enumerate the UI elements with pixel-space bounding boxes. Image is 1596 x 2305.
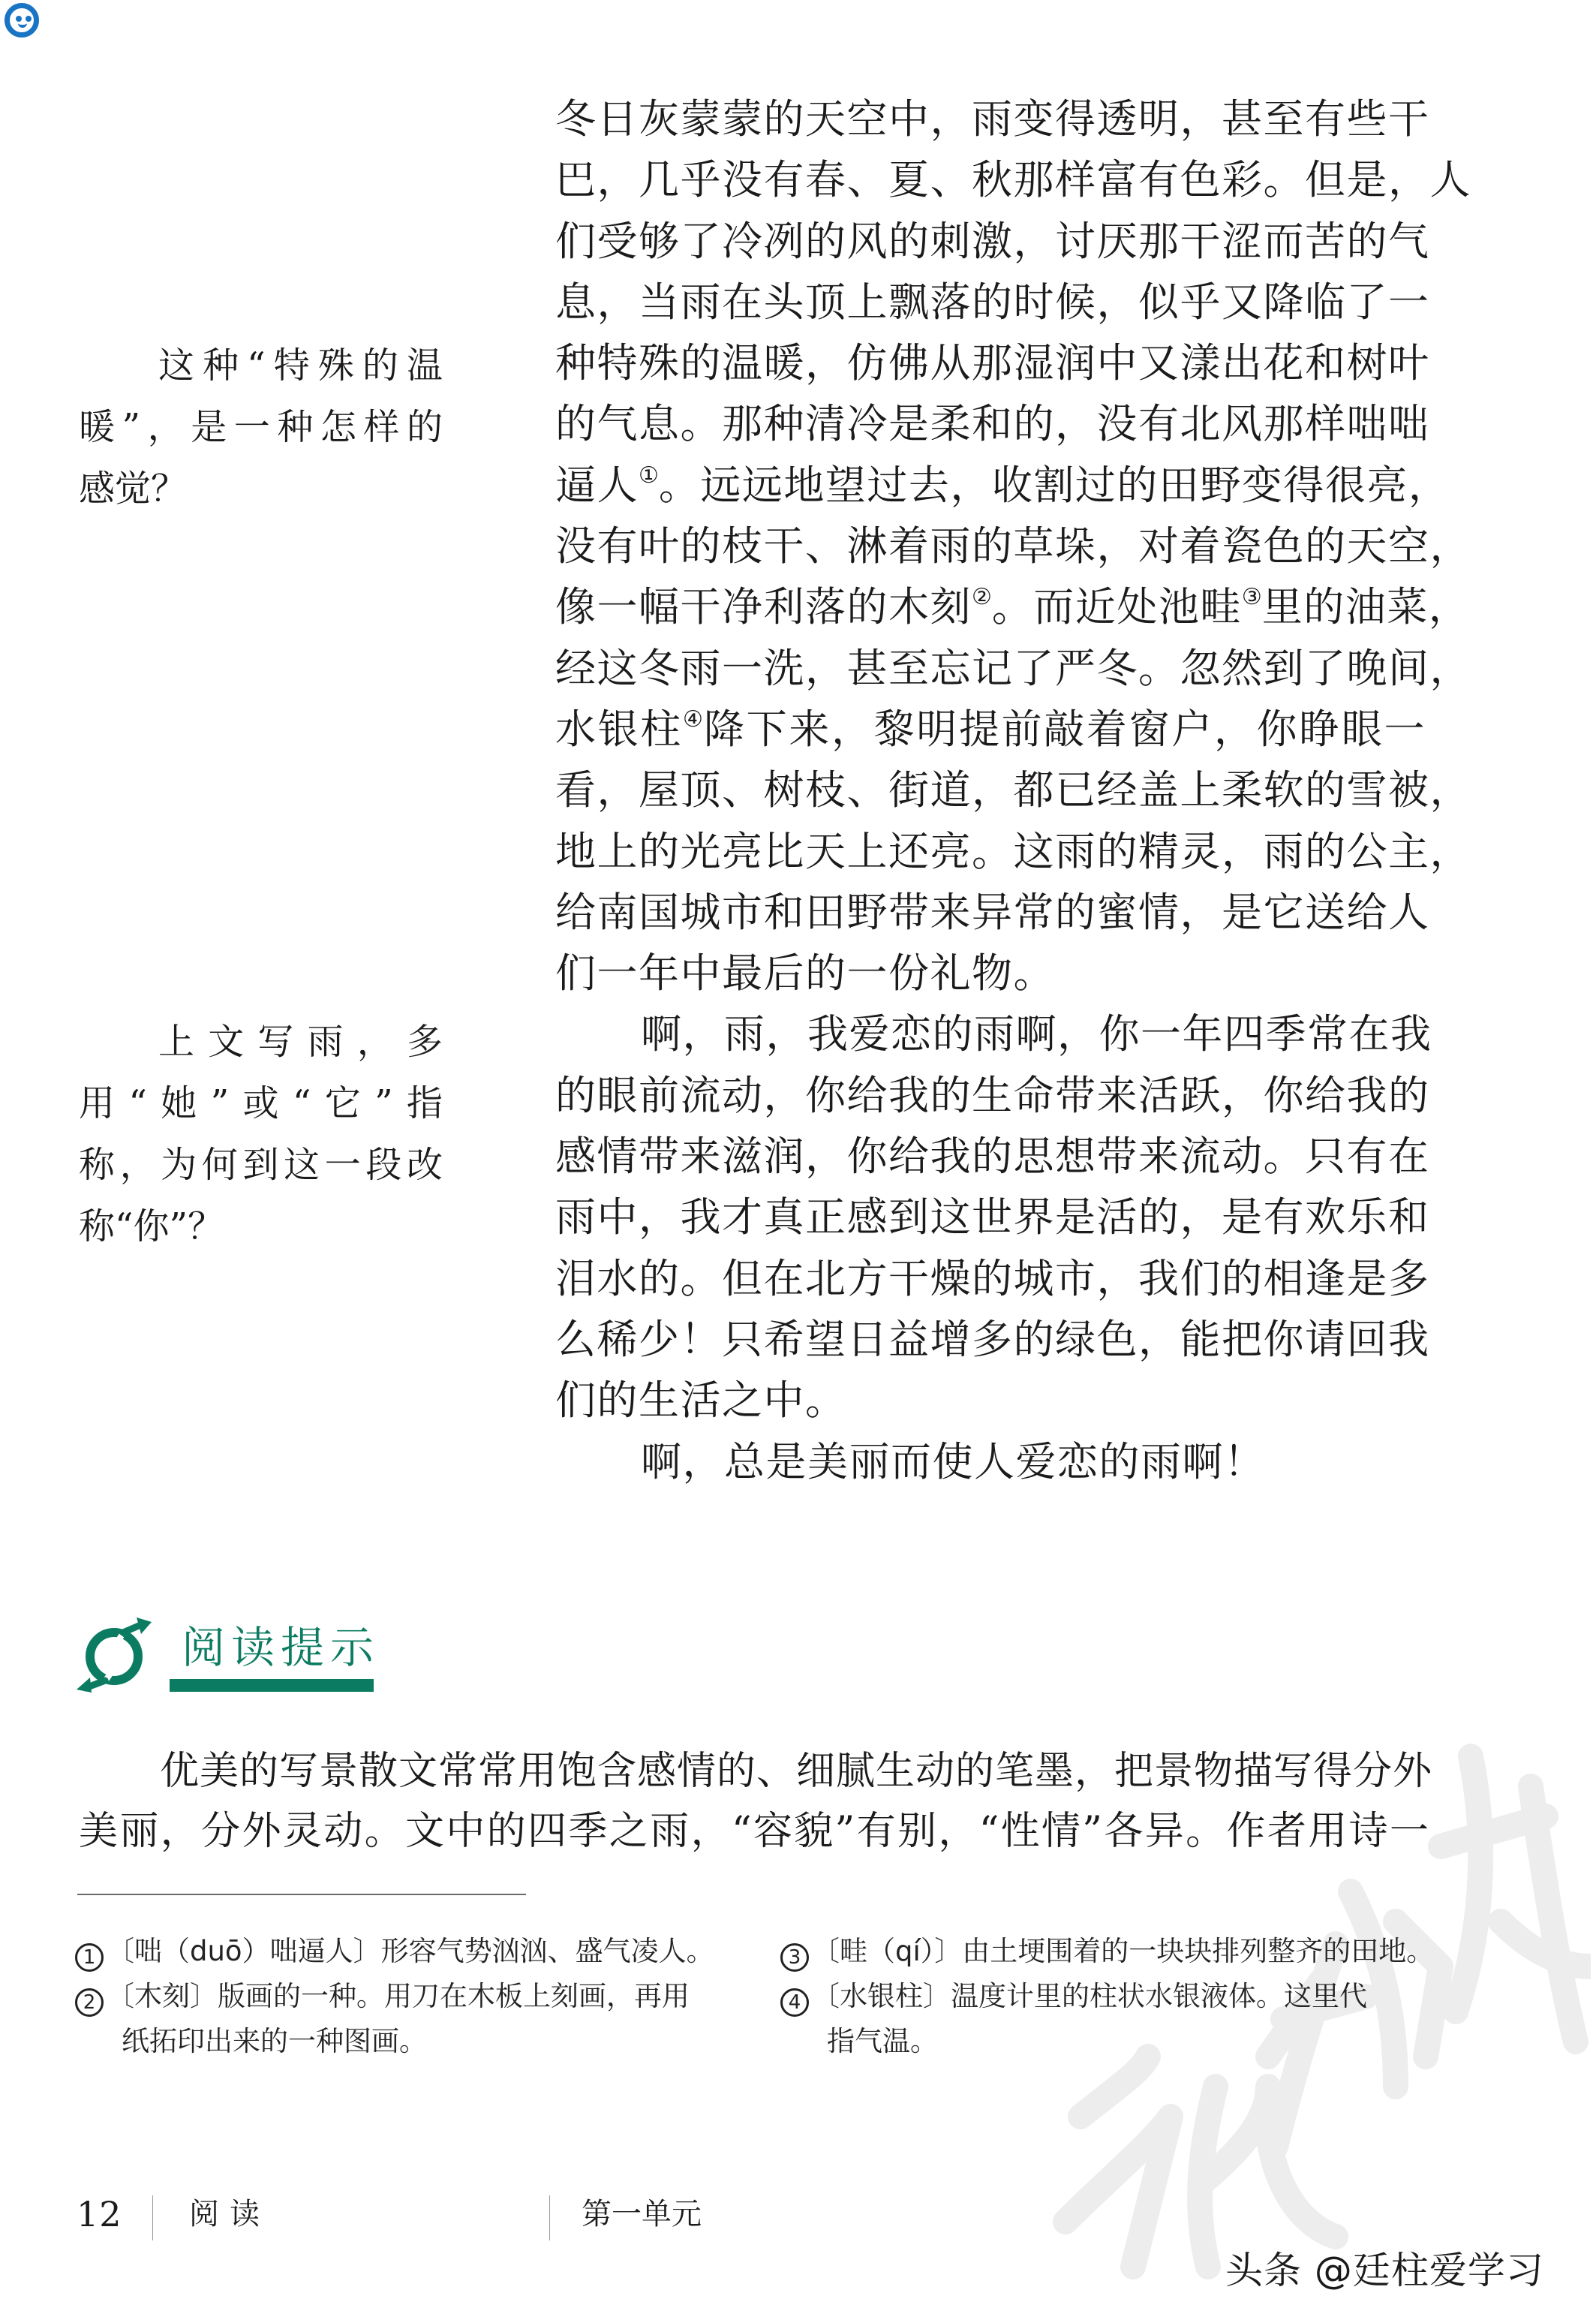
reading-tip-body — [79, 1741, 1433, 1861]
main-text-line: 巴，几乎没有春、夏、秋那样富有色彩。但是，人 — [555, 156, 1471, 204]
footnote-3 — [780, 1929, 1441, 1974]
main-text-line: 给南国城市和田野带来异常的蜜情，是它送给人 — [555, 888, 1430, 936]
smiley-mouth — [18, 23, 27, 28]
reading-tip-title: 阅读提示 — [182, 1622, 380, 1673]
footnote-number: 2 — [75, 1988, 104, 2017]
main-text-line — [555, 699, 1426, 760]
footnote-ref-2[interactable]: ② — [972, 584, 992, 611]
footnote-text: 〔木刻〕版画的一种。用刀在木板上刻画，再用 — [107, 1980, 690, 2012]
footnote-ref-3[interactable]: ③ — [1241, 584, 1262, 611]
main-text-line: 么稀少！只希望日益增多的绿色，能把你请回我 — [555, 1315, 1430, 1363]
page-number: 12 — [77, 2194, 122, 2234]
main-text-line: 啊，总是美丽而使人爱恋的雨啊！ — [641, 1437, 1266, 1485]
margin-note-line: 称“你”？ — [79, 1205, 224, 1247]
main-text-line — [555, 455, 1450, 516]
main-text-line: 啊，雨，我爱恋的雨啊，你一年四季常在我 — [641, 1010, 1432, 1058]
footnote-2 — [75, 1974, 735, 2019]
main-text-column — [555, 89, 1471, 1492]
main-text-line: 地上的光亮比天上还亮。这雨的精灵，雨的公主， — [555, 827, 1471, 875]
text-segment: 里的油菜， — [1261, 583, 1471, 631]
footnote-ref-4[interactable]: ④ — [682, 706, 705, 733]
reading-tip-underline — [170, 1679, 374, 1692]
footnote-1 — [75, 1929, 735, 1974]
source-watermark: 头条 @廷柱爱学习 — [1225, 2249, 1544, 2292]
footnote-ref-1[interactable]: ① — [639, 462, 659, 489]
footnote-text: 〔水银柱〕温度计里的柱状水银液体。这里代 — [812, 1980, 1367, 2012]
footer-divider — [152, 2195, 153, 2240]
margin-note-line: 称，为何到这一段改 — [79, 1144, 443, 1186]
reading-tip-line: 美丽，分外灵动。文中的四季之雨，“容貌”有别，“性情”各异。作者用诗一 — [79, 1809, 1429, 1854]
main-text-line: 们受够了冷冽的风的刺激，讨厌那干涩而苦的气 — [555, 217, 1430, 265]
margin-note-2 — [79, 1011, 443, 1257]
footnote-4-continued: 指气温。 — [827, 2025, 938, 2057]
main-text-line: 们的生活之中。 — [555, 1377, 847, 1425]
main-text-line: 们一年中最后的一份礼物。 — [555, 949, 1055, 998]
margin-note-line: 这种“特殊的温 — [158, 345, 443, 387]
text-segment: 降下来，黎明提前敲着窗户，你睁眼一 — [704, 705, 1426, 753]
footnote-text: 〔咄（duō）咄逼人〕形容气势汹汹、盛气凌人。 — [107, 1935, 714, 1967]
footnote-number: 3 — [780, 1943, 809, 1972]
main-text-line: 泪水的。但在北方干燥的城市，我们的相逢是多 — [555, 1254, 1430, 1302]
main-text-line: 息，当雨在头顶上飘落的时候，似乎又降临了一 — [555, 278, 1430, 326]
text-segment: 像一幅干净利落的木刻 — [555, 583, 972, 631]
footnote-number: 1 — [75, 1943, 104, 1972]
text-segment: 逼人 — [555, 461, 639, 509]
text-segment: 。而近处池畦 — [991, 583, 1242, 631]
text-segment: 水银柱 — [555, 705, 683, 753]
smiley-eye-right — [26, 16, 32, 22]
footnotes-right-column — [780, 1929, 1441, 2064]
margin-note-line: 暖”，是一种怎样的 — [79, 406, 443, 448]
reading-tip-line: 优美的写景散文常常用饱含感情的、细腻生动的笔墨，把景物描写得分外 — [160, 1749, 1433, 1794]
main-text-line: 雨中，我才真正感到这世界是活的，是有欢乐和 — [555, 1193, 1430, 1241]
main-text-line: 感情带来滋润，你给我的思想带来流动。只有在 — [555, 1133, 1430, 1181]
footer-divider — [549, 2195, 550, 2240]
main-text-line — [555, 576, 1471, 637]
main-text-line: 的眼前流动，你给我的生命带来活跃，你给我的 — [555, 1071, 1430, 1119]
footnote-number: 4 — [780, 1988, 809, 2017]
footnotes-left-column — [75, 1929, 735, 2064]
margin-note-line: 上文写雨，多 — [158, 1021, 443, 1063]
smiley-icon — [5, 3, 39, 38]
margin-note-1 — [79, 335, 443, 519]
footnote-4 — [780, 1974, 1441, 2019]
margin-note-line: 感觉？ — [79, 468, 188, 510]
footnote-divider — [77, 1894, 526, 1895]
main-text-line: 冬日灰蒙蒙的天空中，雨变得透明，甚至有些干 — [555, 95, 1430, 143]
footer-unit-label: 第一单元 — [582, 2197, 702, 2231]
main-text-line: 没有叶的枝干、淋着雨的草垛，对着瓷色的天空， — [555, 522, 1471, 570]
footnote-2-continued: 纸拓印出来的一种图画。 — [122, 2025, 427, 2057]
reading-tip-icon — [75, 1617, 154, 1693]
main-text-line: 种特殊的温暖，仿佛从那湿润中又漾出花和树叶 — [555, 339, 1430, 387]
margin-note-line: 用“她”或“它”指 — [79, 1082, 443, 1124]
main-text-line: 看，屋顶、树枝、街道，都已经盖上柔软的雪被， — [555, 766, 1471, 814]
main-text-line: 经这冬雨一洗，甚至忘记了严冬。忽然到了晚间， — [555, 644, 1471, 692]
main-text-line: 的气息。那种清冷是柔和的，没有北风那样咄咄 — [555, 400, 1430, 448]
footer-section-label: 阅读 — [189, 2197, 270, 2231]
smiley-eye-left — [16, 16, 22, 22]
text-segment: 。远远地望过去，收割过的田野变得很亮， — [658, 461, 1450, 509]
footnote-text: 〔畦（qí）〕由土埂围着的一块块排列整齐的田地。 — [812, 1935, 1435, 1967]
